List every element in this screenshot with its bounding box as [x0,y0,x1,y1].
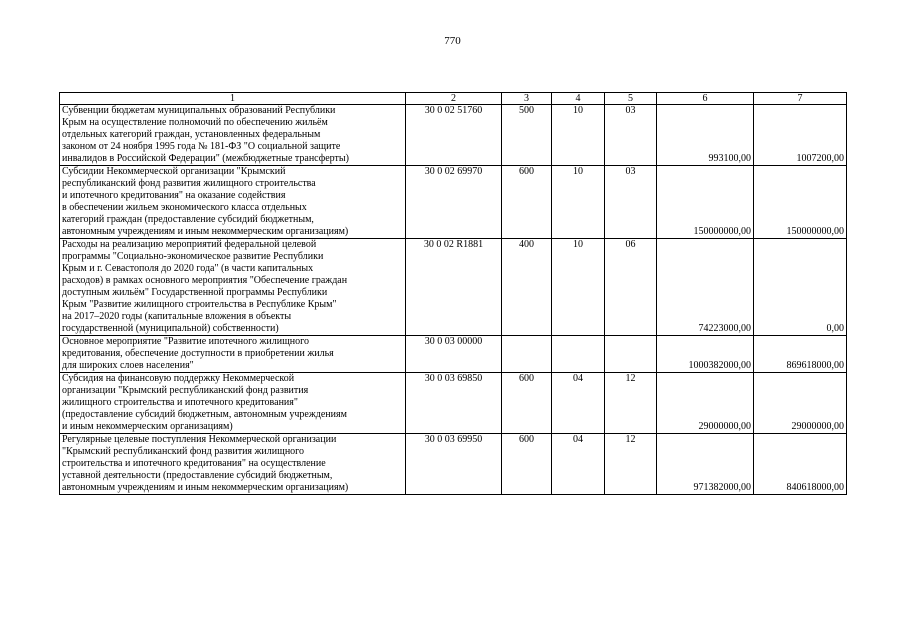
row-name-line: Субсидии Некоммерческой организации "Крымский [62,166,286,177]
subsection-cell: 12 [605,373,657,434]
page-number: 770 [444,35,461,47]
amount-col7-cell: 1007200,00 [754,105,847,166]
column-header: 7 [754,93,847,105]
row-name-line: Крым на осуществление полномочий по обеспечению жильём [62,117,328,128]
row-name-line: и ипотечного кредитования" на оказание содействия [62,190,286,201]
budget-code-cell: 30 0 02 69970 [406,166,502,239]
subsection-cell: 06 [605,239,657,336]
row-name-line: Крым и г. Севастополя до 2020 года" (в части капитальных [62,263,314,274]
subsection-cell: 12 [605,434,657,495]
table-row [60,239,847,336]
budget-code-cell: 30 0 03 69950 [406,434,502,495]
subsection-cell: 03 [605,166,657,239]
row-name-line: жилищного строительства и ипотечного кредитования" [62,397,298,408]
column-header: 2 [406,93,502,105]
row-name-line: и иным некоммерческим организациям) [62,421,233,432]
row-name-line: Субвенции бюджетам муниципальных образований Республики [62,105,336,116]
budget-code-cell: 30 0 02 R1881 [406,239,502,336]
section-cell: 10 [552,239,605,336]
row-name-line: на 2017–2020 годы (капитальные вложения в объекты [62,311,292,322]
budget-table [59,92,847,495]
column-header: 1 [60,93,406,105]
row-name-line: для широких слоев населения" [62,360,194,371]
row-name-line: Регулярные целевые поступления Некоммерческой организации [62,434,337,445]
row-name-line: строительства и ипотечного кредитования" на осуществление [62,458,326,469]
row-name-cell [60,373,406,434]
amount-col6-cell: 150000000,00 [657,166,754,239]
row-name-line: автономным учреждениям и иным некоммерческим организациям) [62,482,349,493]
table-row [60,434,847,495]
table-header-row [60,93,847,105]
expense-type-cell: 500 [502,105,552,166]
section-cell: 04 [552,434,605,495]
budget-code-cell: 30 0 03 69850 [406,373,502,434]
row-name-line: отдельных категорий граждан, установленных федеральным [62,129,321,140]
table-body [60,105,847,495]
amount-col7-cell: 0,00 [754,239,847,336]
row-name-line: (предоставление субсидий бюджетным, автономным учреждениям [62,409,347,420]
table-row [60,336,847,373]
row-name-line: организации "Крымский республиканский фонд развития [62,385,309,396]
row-name-line: Расходы на реализацию мероприятий федеральной целевой [62,239,317,250]
table-row [60,105,847,166]
amount-col6-cell: 993100,00 [657,105,754,166]
section-cell [552,336,605,373]
expense-type-cell: 400 [502,239,552,336]
amount-col7-cell: 840618000,00 [754,434,847,495]
row-name-cell [60,336,406,373]
column-header: 4 [552,93,605,105]
subsection-cell [605,336,657,373]
row-name-line: республиканский фонд развития жилищного строительства [62,178,316,189]
amount-col6-cell: 29000000,00 [657,373,754,434]
row-name-line: Крым "Развитие жилищного строительства в Республике Крым" [62,299,337,310]
expense-type-cell: 600 [502,166,552,239]
row-name-line: категорий граждан (предоставление субсидий бюджетным, [62,214,314,225]
amount-col7-cell: 150000000,00 [754,166,847,239]
expense-type-cell: 600 [502,373,552,434]
amount-col6-cell: 1000382000,00 [657,336,754,373]
row-name-cell [60,239,406,336]
row-name-line: в обеспечении жильем экономического класса отдельных [62,202,307,213]
row-name-line: автономным учреждениям и иным некоммерческим организациям) [62,226,349,237]
expense-type-cell [502,336,552,373]
row-name-line: "Крымский республиканский фонд развития жилищного [62,446,305,457]
amount-col7-cell: 29000000,00 [754,373,847,434]
section-cell: 10 [552,166,605,239]
row-name-line: уставной деятельности (предоставление субсидий бюджетным, [62,470,333,481]
column-header: 3 [502,93,552,105]
column-header: 5 [605,93,657,105]
row-name-line: кредитования, обеспечение доступности в приобретении жилья [62,348,334,359]
row-name-cell [60,105,406,166]
subsection-cell: 03 [605,105,657,166]
row-name-line: Субсидия на финансовую поддержку Некоммерческой [62,373,295,384]
table-row [60,166,847,239]
amount-col6-cell: 74223000,00 [657,239,754,336]
section-cell: 10 [552,105,605,166]
row-name-line: расходов) в рамках основного мероприятия "Обеспечение граждан [62,275,348,286]
row-name-line: законом от 24 ноября 1995 года № 181-ФЗ "О социальной защите [62,141,341,152]
row-name-line: доступным жильём" Государственной программы Республики [62,287,328,298]
amount-col7-cell: 869618000,00 [754,336,847,373]
amount-col6-cell: 971382000,00 [657,434,754,495]
row-name-line: Основное мероприятие "Развитие ипотечного жилищного [62,336,310,347]
row-name-cell [60,166,406,239]
budget-code-cell: 30 0 03 00000 [406,336,502,373]
expense-type-cell: 600 [502,434,552,495]
row-name-line: государственной (муниципальной) собственности) [62,323,279,334]
budget-code-cell: 30 0 02 51760 [406,105,502,166]
section-cell: 04 [552,373,605,434]
row-name-line: инвалидов в Российской Федерации" (межбюджетные трансферты) [62,153,349,164]
table-row [60,373,847,434]
column-header: 6 [657,93,754,105]
row-name-line: программы "Социально-экономическое развитие Республики [62,251,324,262]
row-name-cell [60,434,406,495]
